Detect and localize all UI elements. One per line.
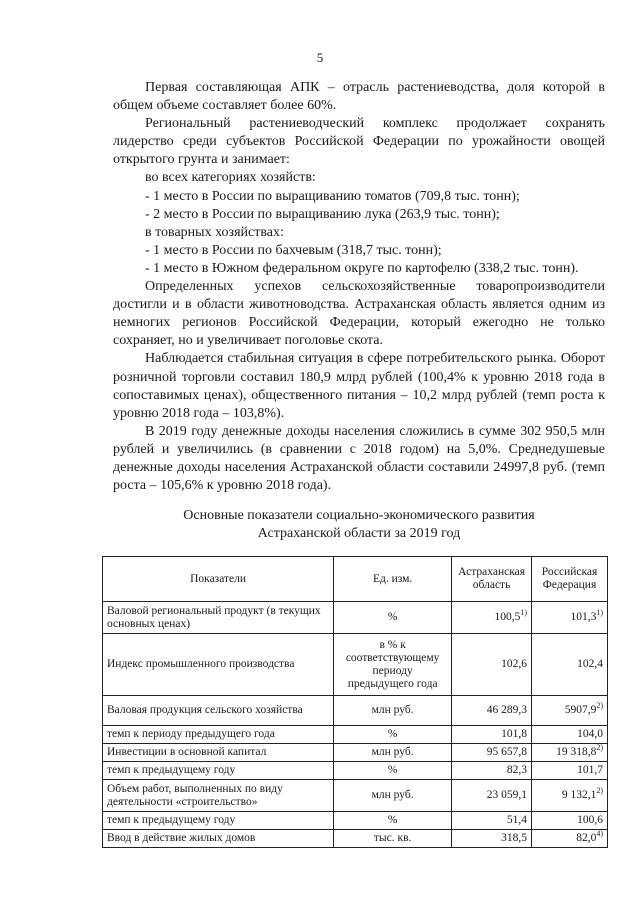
cell-indicator-value: Ввод в действие жилых домов [107, 832, 256, 844]
cell-federation-value: 100,6 [577, 814, 603, 826]
cell-federation-value: 104,0 [577, 728, 603, 740]
footnote-marker: 2) [596, 743, 603, 753]
cell-indicator-value: Индекс промышленного производства [107, 658, 295, 670]
header-indicator: Показатели [103, 557, 334, 602]
cell-unit [334, 634, 452, 696]
list-item: - 1 место в Южном федеральном округе по картофелю (338,2 тыс. тонн). [145, 260, 579, 276]
cell-indicator [103, 780, 334, 812]
cell-indicator-value: Инвестиции в основной капитал [107, 746, 267, 758]
cell-federation-value: 82,0 [576, 832, 597, 844]
cell-unit-value: млн руб. [371, 789, 414, 801]
cell-indicator [103, 812, 334, 830]
cell-region-value: 23 059,1 [486, 789, 528, 801]
cell-federation-value: 5907,9 [564, 704, 597, 716]
cell-unit-value: в % к соответствующему периоду предыдущего года [345, 638, 440, 690]
cell-indicator [103, 762, 334, 780]
footnote-marker: 1) [596, 608, 603, 618]
cell-unit [334, 726, 452, 744]
cell-indicator-value: темп к предыдущему году [107, 764, 236, 776]
list-item: - 2 место в России по выращиванию лука (263,9 тыс. тонн); [145, 206, 500, 222]
table-row [103, 696, 608, 726]
cell-unit [334, 602, 452, 634]
list-item: - 1 место в России по бахчевым (318,7 тыс. тонн); [145, 242, 442, 258]
cell-region-value: 95 657,8 [486, 746, 528, 758]
footnote-marker: 2) [596, 786, 603, 796]
cell-indicator [103, 634, 334, 696]
cell-indicator [103, 726, 334, 744]
body-text [113, 79, 605, 495]
cell-region-value: 102,6 [501, 658, 528, 670]
cell-federation [532, 634, 608, 696]
list-heading: во всех категориях хозяйств: [145, 170, 316, 186]
cell-region-value: 46 289,3 [486, 704, 528, 716]
cell-federation-value: 101,7 [577, 764, 603, 776]
cell-unit [334, 696, 452, 726]
footnote-marker: 2) [596, 701, 603, 711]
paragraph: Региональный растениеводческий комплекс продолжает сохранять лидерство среди субъектов Российской Федерации по урожайности овощей открытого грунта и занимает: [113, 116, 605, 168]
cell-region [452, 696, 532, 726]
cell-unit [334, 812, 452, 830]
table-body [103, 602, 608, 848]
cell-unit [334, 762, 452, 780]
table-row [103, 812, 608, 830]
list-item: - 1 место в России по выращиванию томатов (709,8 тыс. тонн); [145, 188, 520, 204]
cell-unit-value: % [387, 728, 398, 740]
cell-region-value: 318,5 [501, 832, 528, 844]
cell-unit-value: млн руб. [371, 704, 414, 716]
cell-federation [532, 602, 608, 634]
cell-region [452, 830, 532, 848]
cell-federation [532, 830, 608, 848]
cell-region [452, 744, 532, 762]
cell-federation-value: 9 132,1 [561, 789, 597, 801]
cell-federation [532, 696, 608, 726]
cell-region [452, 812, 532, 830]
cell-region [452, 726, 532, 744]
cell-region-value: 100,5 [494, 611, 521, 623]
paragraph: Первая составляющая АПК – отрасль растениеводства, доля которой в общем объеме составляет более 60%. [113, 80, 605, 114]
footnote-marker: 4) [596, 829, 603, 839]
cell-unit-value: % [387, 764, 398, 776]
table-header-row [103, 557, 608, 602]
cell-federation [532, 762, 608, 780]
cell-unit-value: % [387, 611, 398, 623]
table-row [103, 830, 608, 848]
cell-indicator-value: Валовая продукция сельского хозяйства [107, 704, 303, 716]
cell-unit-value: тыс. кв. [373, 832, 412, 844]
cell-federation-value: 102,4 [577, 658, 603, 670]
cell-indicator [103, 744, 334, 762]
header-region: Астраханская область [452, 557, 532, 602]
header-unit: Ед. изм. [334, 557, 452, 602]
table-row [103, 602, 608, 634]
table-title-line: Астраханской области за 2019 год [257, 526, 461, 541]
cell-unit [334, 780, 452, 812]
cell-indicator-value: Объем работ, выполненных по виду деятельности «строительство» [107, 782, 283, 808]
cell-federation [532, 744, 608, 762]
cell-indicator [103, 830, 334, 848]
cell-unit [334, 744, 452, 762]
cell-region-value: 82,3 [506, 764, 528, 776]
cell-indicator-value: темп к периоду предыдущего года [107, 728, 275, 740]
table-title-line: Основные показатели социально-экономического развития [183, 508, 535, 523]
cell-region [452, 762, 532, 780]
cell-indicator [103, 696, 334, 726]
list-heading: в товарных хозяйствах: [145, 224, 284, 240]
cell-unit-value: млн руб. [371, 746, 414, 758]
cell-federation-value: 101,3 [570, 611, 597, 623]
cell-federation [532, 780, 608, 812]
paragraph: В 2019 году денежные доходы населения сложились в сумме 302 950,5 млн рублей и увеличились (в сравнении с 2018 годом) на 5,0%. Среднедушевые денежные доходы населения Астраханской области составили 24997,8 руб. (темп роста – 105,6% к уровню 2018 года). [113, 423, 605, 494]
cell-federation [532, 726, 608, 744]
cell-unit-value: % [387, 814, 398, 826]
table-row [103, 726, 608, 744]
cell-unit [334, 830, 452, 848]
cell-region-value: 101,8 [501, 728, 528, 740]
table-title [113, 507, 605, 543]
table-row [103, 762, 608, 780]
cell-region-value: 51,4 [506, 814, 528, 826]
paragraph: Наблюдается стабильная ситуация в сфере потребительского рынка. Оборот розничной торговли составил 180,9 млрд рублей (100,4% к уровню 2018 года в сопоставимых ценах), общественного питания – 10,2 млрд рублей (темп роста к уровню 2018 года – 103,8%). [113, 351, 605, 421]
cell-indicator [103, 602, 334, 634]
page-number: 5 [316, 50, 324, 65]
cell-indicator-value: темп к предыдущему году [107, 814, 236, 826]
table-row [103, 634, 608, 696]
cell-indicator-value: Валовой региональный продукт (в текущих основных ценах) [107, 604, 321, 630]
cell-region [452, 780, 532, 812]
cell-federation [532, 812, 608, 830]
table-row [103, 744, 608, 762]
cell-region [452, 634, 532, 696]
footnote-marker: 1) [520, 608, 528, 618]
indicators-table [102, 556, 608, 848]
header-federation: Российская Федерация [532, 557, 608, 602]
cell-federation-value: 19 318,8 [556, 746, 597, 758]
cell-region [452, 602, 532, 634]
paragraph: Определенных успехов сельскохозяйственные товаропроизводители достигли и в области животноводства. Астраханская область является одним из немногих регионов Российской Федерации, который ежегодно не только сохраняет, но и увеличивает поголовье скота. [113, 279, 605, 349]
table-row [103, 780, 608, 812]
